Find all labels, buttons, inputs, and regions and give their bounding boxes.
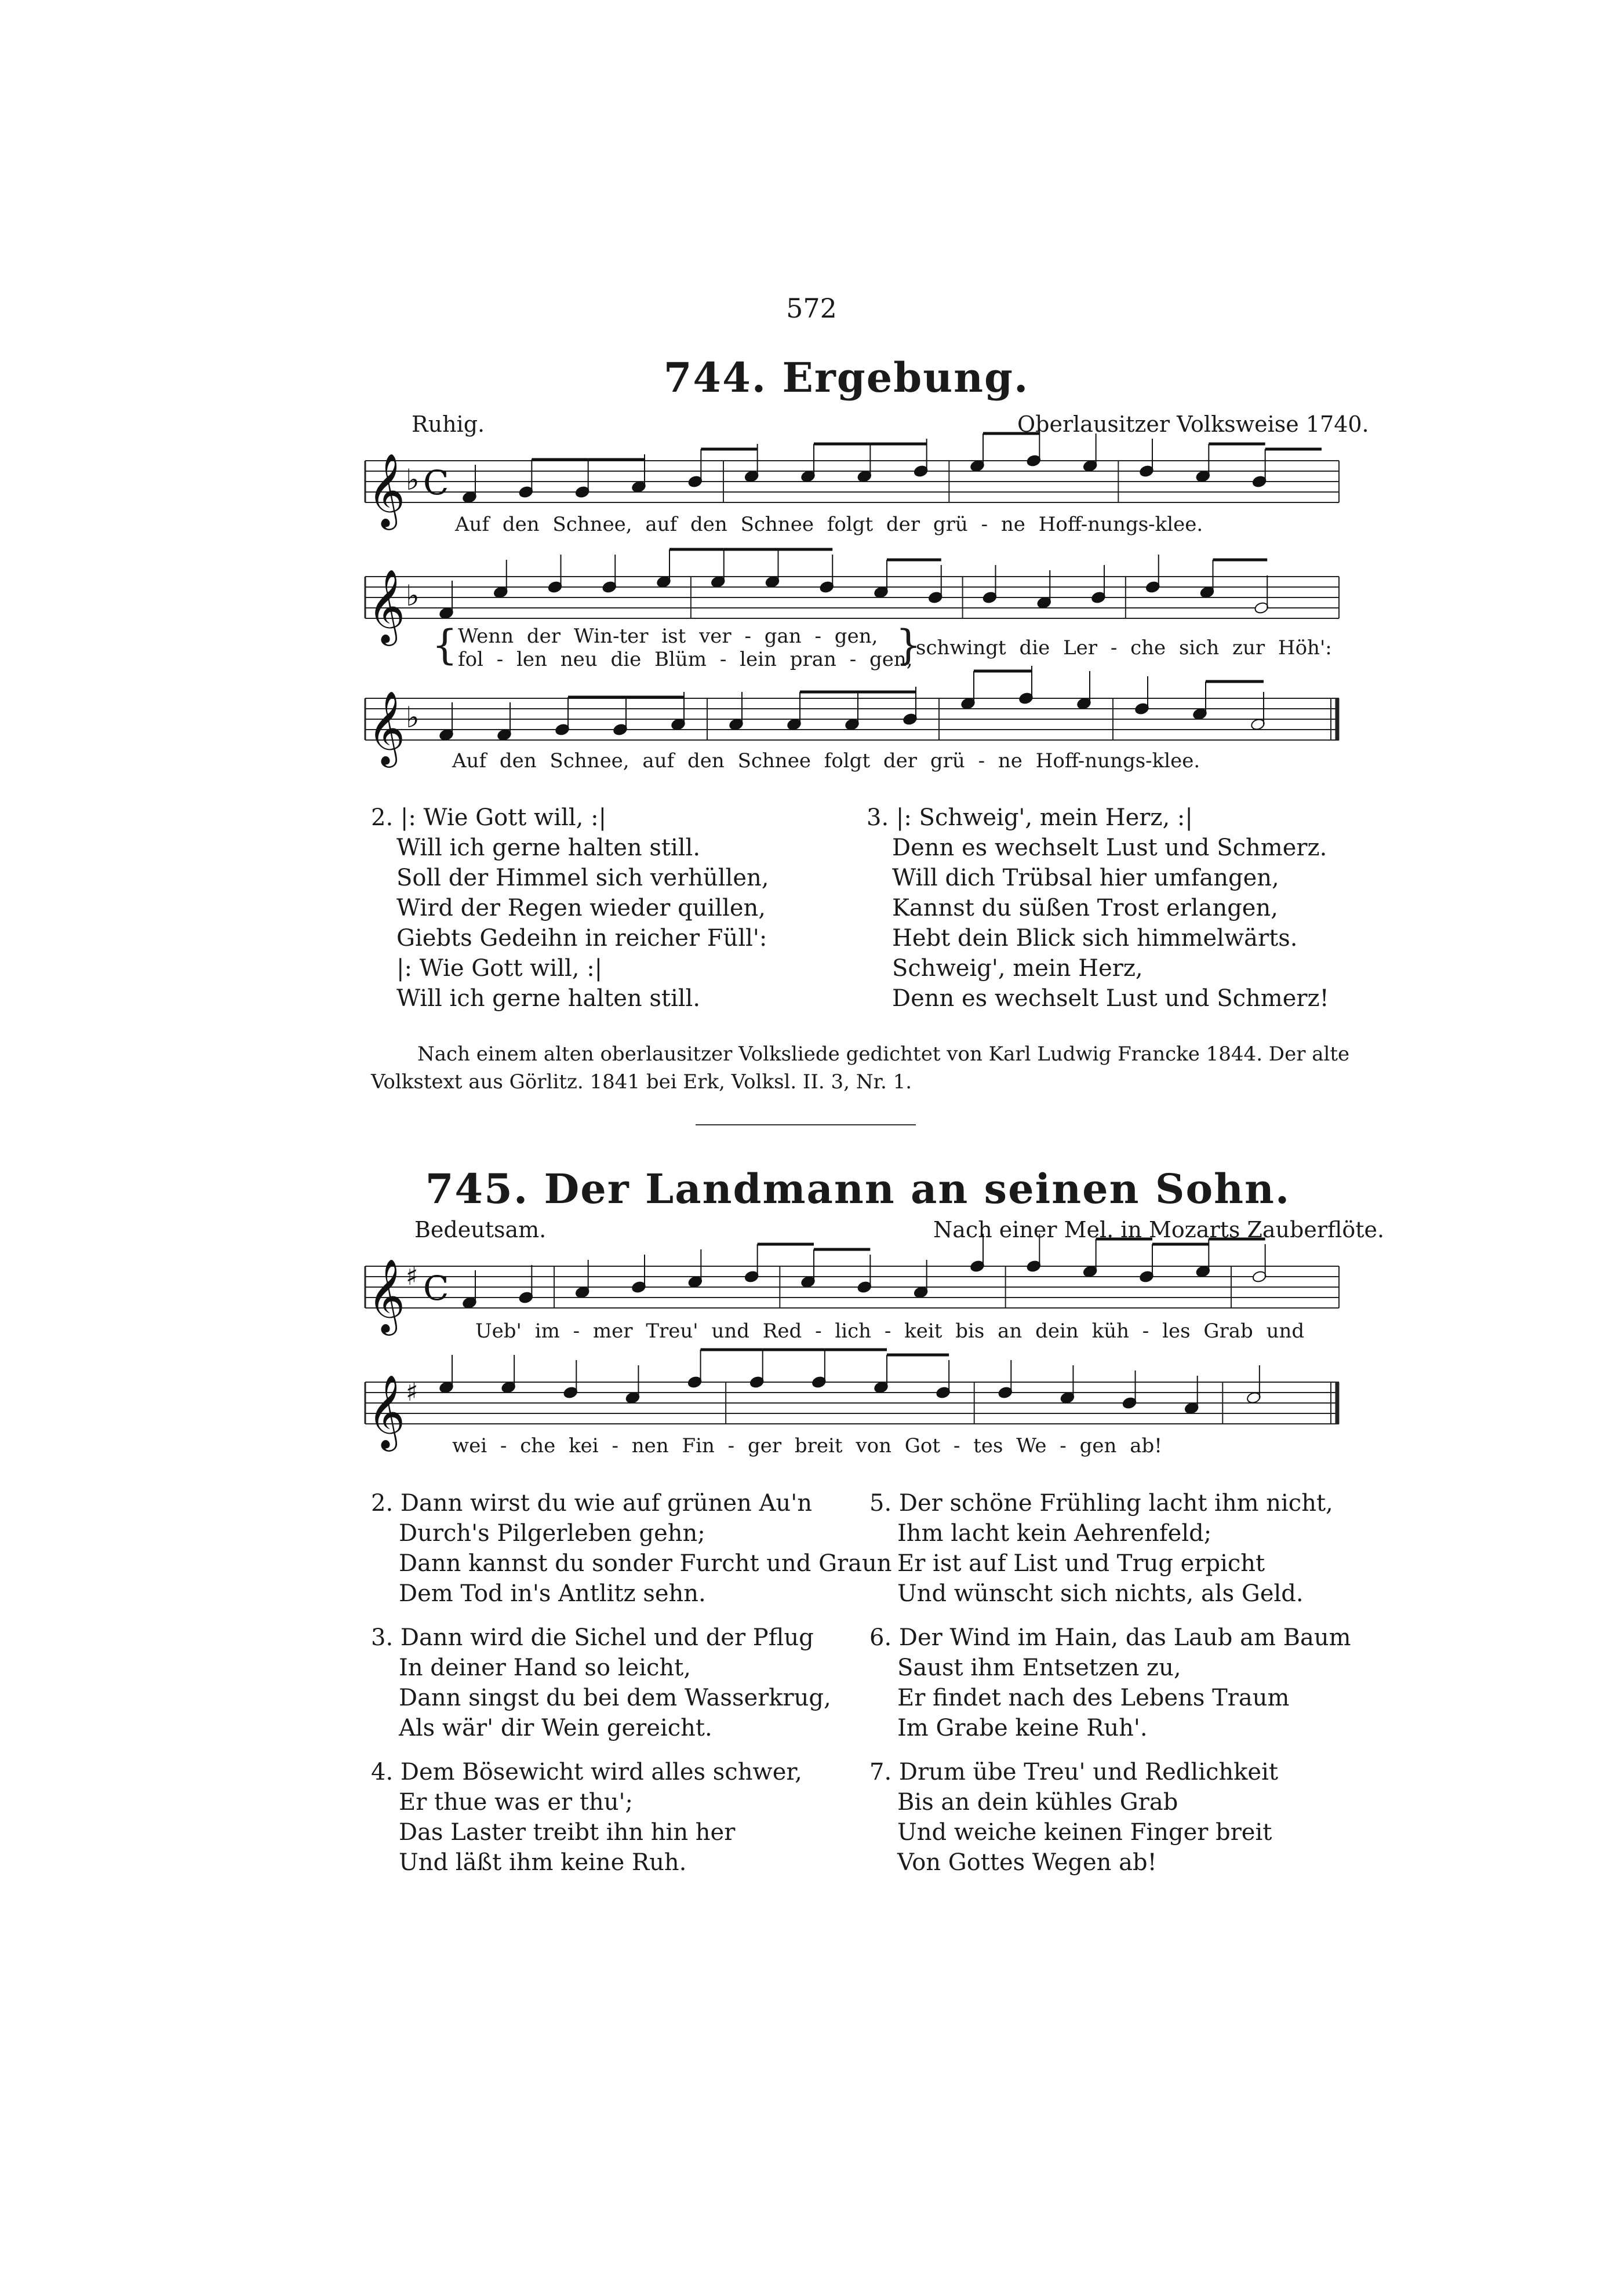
verse-line: Kannst du süßen Trost erlangen, [892,895,1278,921]
verse-number: 3. [371,1624,394,1651]
lyrics-line-745-2: wei - che kei - nen Fin - ger breit von Got - tes We - gen ab! [452,1434,1162,1457]
lyrics-line-744-2c: schwingt die Ler - che sich zur Höh': [916,636,1332,659]
verse-line: Das Laster treibt ihn hin her [399,1819,736,1846]
verse-number: 2. [371,1490,394,1517]
verse-line: Im Grabe keine Ruh'. [897,1715,1148,1741]
verse-line: Saust ihm Entsetzen zu, [897,1654,1181,1681]
lyrics-line-744-3: Auf den Schnee, auf den Schnee folgt der grü - ne Hoff-nungs-klee. [452,749,1200,772]
source-note-744 [371,1040,1349,1096]
section-divider [696,1124,916,1125]
page-number: 572 [786,293,837,324]
brace-icon: } [896,621,922,669]
verse-line: Durch's Pilgerleben gehn; [399,1520,705,1547]
treble-clef-icon: 𝄞 [367,453,406,527]
melody-source-744: Oberlausitzer Volksweise 1740. [1017,411,1369,437]
tempo-marking-745: Bedeutsam. [414,1217,547,1242]
common-time-icon: C [423,1269,449,1308]
verse-line: Er thue was er thu'; [399,1789,633,1816]
flat-key-signature-icon: ♭ [406,701,420,734]
source-note-line: Volkstext aus Görlitz. 1841 bei Erk, Volksl. II. 3, Nr. 1. [371,1070,912,1094]
verse-line: Als wär' dir Wein gereicht. [399,1715,712,1741]
verse-line: Und wünscht sich nichts, als Geld. [897,1580,1304,1607]
verse-line: Dann wirst du wie auf grünen Au'n [400,1490,812,1517]
verse-line: Dann singst du bei dem Wasserkrug, [399,1685,831,1711]
verse-line: Giebts Gedeihn in reicher Füll': [396,925,767,952]
verse-line: In deiner Hand so leicht, [399,1654,691,1681]
verse-line: Denn es wechselt Lust und Schmerz! [892,985,1329,1012]
verse-line: Wird der Regen wieder quillen, [396,895,766,921]
verse-number: 7. [869,1759,892,1785]
verse-line: Und weiche keinen Finger breit [897,1819,1272,1846]
verse-line: Dem Tod in's Antlitz sehn. [399,1580,706,1607]
flat-key-signature-icon: ♭ [406,579,420,613]
verse-line: Dem Bösewicht wird alles schwer, [400,1759,802,1785]
verse-line: |: Wie Gott will, :| [396,955,603,982]
tempo-marking-744: Ruhig. [412,411,485,437]
verse-line: Dann wird die Sichel und der Pflug [400,1624,814,1651]
lyrics-line-744-2b: fol - len neu die Blüm - lein pran - gen, [458,648,913,671]
verse-3-744 [867,803,1329,1014]
verse-line: Der Wind im Hain, das Laub am Baum [898,1624,1351,1651]
song-title-744: 744. Ergebung. [663,353,1029,402]
verse-line: Dann kannst du sonder Furcht und Graun [399,1550,892,1577]
verse-line: Soll der Himmel sich verhüllen, [396,865,769,891]
lyrics-line-745-1: Ueb' im - mer Treu' und Red - lich - keit bis an dein küh - les Grab und [475,1320,1305,1343]
common-time-icon: C [423,463,449,502]
verse-line: Und läßt ihm keine Ruh. [399,1849,687,1876]
song-title-745: 745. Der Landmann an seinen Sohn. [425,1165,1291,1213]
verse-line: Denn es wechselt Lust und Schmerz. [892,834,1327,861]
treble-clef-icon: 𝄞 [367,1374,406,1448]
treble-clef-icon: 𝄞 [367,1258,406,1332]
verse-number: 4. [371,1759,394,1785]
verse-line: Hebt dein Blick sich himmelwärts. [892,925,1298,952]
verse-line: Bis an dein kühles Grab [897,1789,1178,1816]
verse-number: 5. [869,1490,892,1517]
verse-line: |: Schweig', mein Herz, :| [896,804,1193,831]
verse-line: Er findet nach des Lebens Traum [897,1685,1290,1711]
verse-line: |: Wie Gott will, :| [400,804,607,831]
verse-2-744 [371,803,769,1014]
verse-line: Will ich gerne halten still. [396,985,701,1012]
verse-number: 6. [869,1624,892,1651]
sharp-key-signature-icon: ♯ [406,1377,419,1407]
source-note-line: Nach einem alten oberlausitzer Volksliede gedichtet von Karl Ludwig Francke 1844. Der alte [417,1043,1350,1066]
brace-icon: { [432,621,458,669]
verse-line: Ihm lacht kein Aehrenfeld; [897,1520,1212,1547]
verse-line: Schweig', mein Herz, [892,955,1143,982]
lyrics-line-744-2a: Wenn der Win-ter ist ver - gan - gen, [458,625,878,648]
verse-line: Drum übe Treu' und Redlichkeit [898,1759,1278,1785]
flat-key-signature-icon: ♭ [406,463,420,497]
verse-line: Will dich Trübsal hier umfangen, [892,865,1279,891]
verse-number: 3. [867,804,889,831]
verse-number: 2. [371,804,394,831]
verse-line: Er ist auf List und Trug erpicht [897,1550,1265,1577]
verse-line: Von Gottes Wegen ab! [897,1849,1157,1876]
treble-clef-icon: 𝄞 [367,568,406,643]
melody-source-745: Nach einer Mel. in Mozarts Zauberflöte. [933,1217,1385,1242]
verse-line: Will ich gerne halten still. [396,834,701,861]
verses-745-right [869,1488,1351,1878]
verses-745-left [371,1488,892,1878]
sharp-key-signature-icon: ♯ [406,1262,419,1291]
verse-line: Der schöne Frühling lacht ihm nicht, [898,1490,1333,1517]
treble-clef-icon: 𝄞 [367,690,406,764]
lyrics-line-744-1: Auf den Schnee, auf den Schnee folgt der grü - ne Hoff-nungs-klee. [455,513,1203,536]
